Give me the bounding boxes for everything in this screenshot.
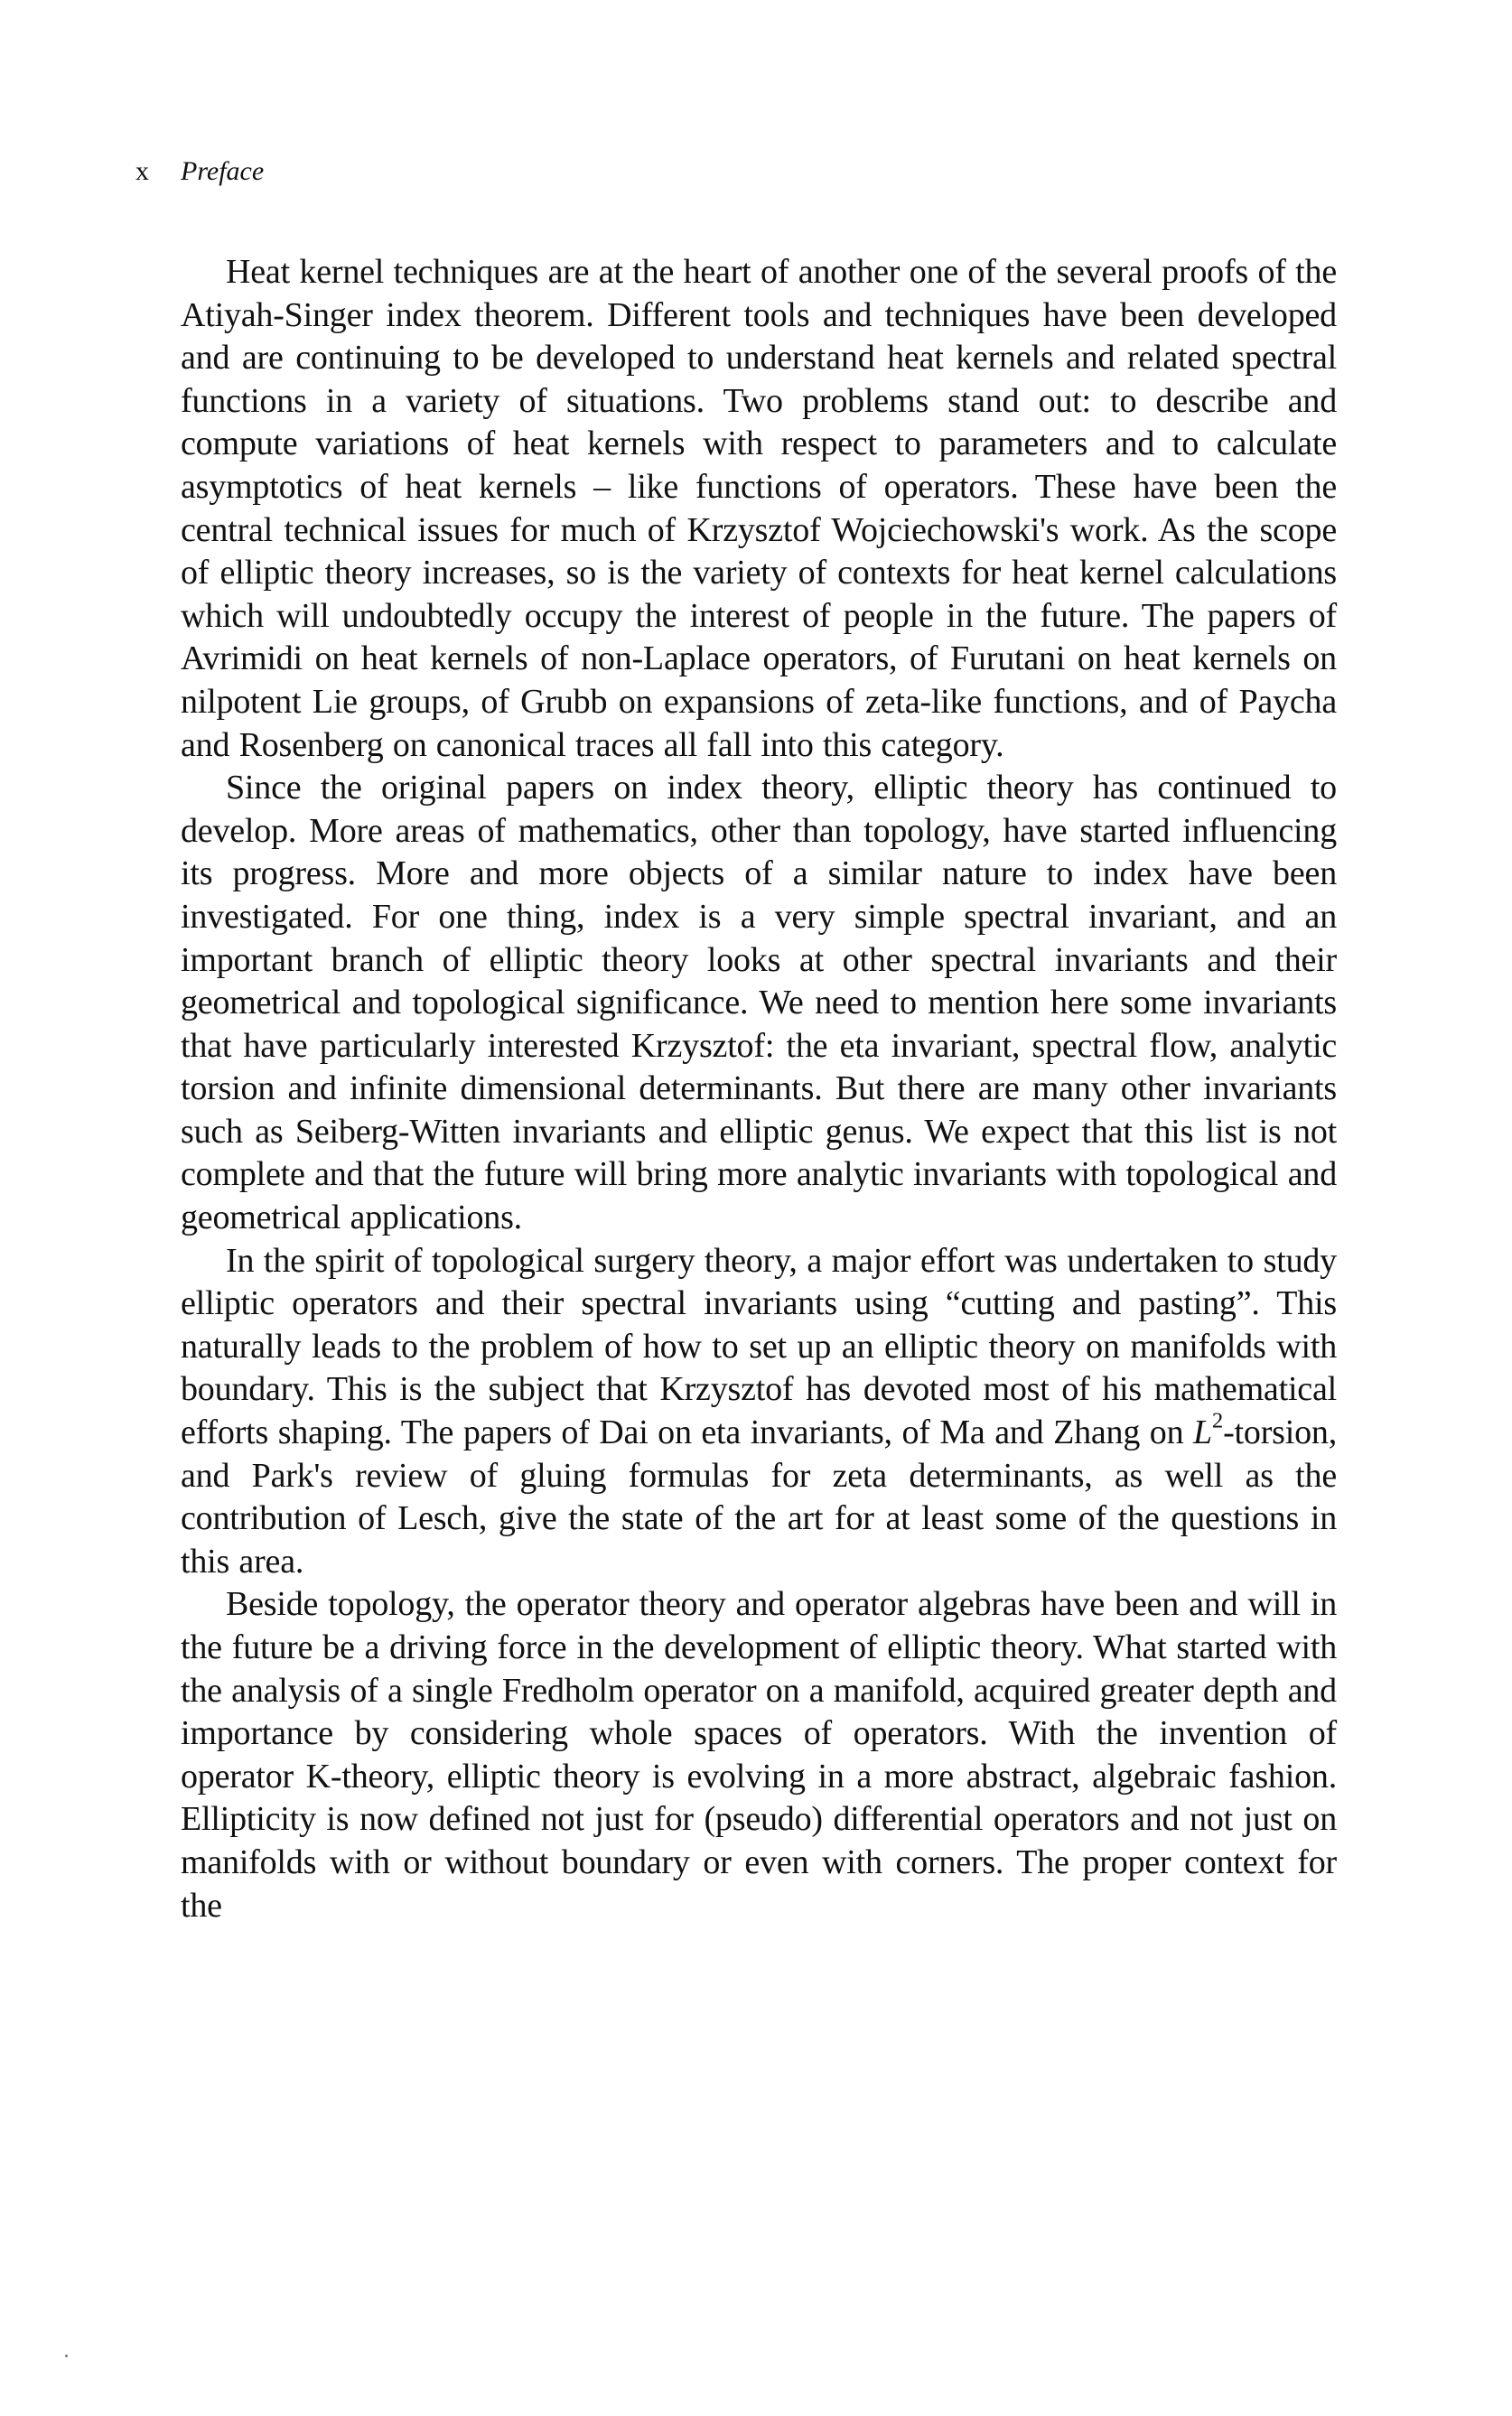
paragraph-text-after-math: -torsion, and Park's review of gluing formulas for zeta determinants, as well as the contribution of Lesch, give the state of the art for at least some of the questions in this area.	[181, 1413, 1337, 1581]
running-head	[135, 155, 264, 188]
section-title: Preface	[181, 156, 265, 186]
page-number: x	[135, 156, 149, 186]
paragraph-operator-theory: Beside topology, the operator theory and operator algebras have been and will in the future be a driving force in the development of elliptic theory. What started with the analysis of a single Fredholm operator on a manifold, acquired greater depth and importance by considering whole spaces of operators. With the invention of operator K-theory, elliptic theory is evolving in a more abstract, algebraic fashion. Ellipticity is now defined not just for (pseudo) differential operators and not just on manifolds with or without boundary or even with corners. The proper context for the	[181, 1585, 1337, 1925]
body-text	[181, 251, 1337, 1927]
math-l-symbol: L	[1192, 1413, 1212, 1452]
scan-speck	[65, 2355, 68, 2357]
paragraph-heat-kernels: Heat kernel techniques are at the heart of another one of the several proofs of the Atiyah-Singer index theorem. Different tools and techniques have been developed and are continuing to be developed to understand heat kernels and related spectral functions in a variety of situations. Two problems stand out: to describe and compute variations of heat kernels with respect to parameters and to calculate asymptotics of heat kernels – like functions of operators. These have been the central technical issues for much of Krzysztof Wojciechowski's work. As the scope of elliptic theory increases, so is the variety of contexts for heat kernel calculations which will undoubtedly occupy the interest of people in the future. The papers of Avrimidi on heat kernels of non-Laplace operators, of Furutani on heat kernels on nilpotent Lie groups, of Grubb on expansions of zeta-like functions, and of Paycha and Rosenberg on canonical traces all fall into this category.	[181, 253, 1337, 764]
paragraph-text-before-math: In the spirit of topological surgery theory, a major effort was undertaken to study elliptic operators and their spectral invariants using “cutting and pasting”. This naturally leads to the problem of how to set up an elliptic theory on manifolds with boundary. This is the subject that Krzysztof has devoted most of his mathematical efforts shaping. The papers of Dai on eta invariants, of Ma and Zhang on	[181, 1241, 1337, 1452]
paragraph-cutting-and-pasting	[181, 1240, 1337, 1584]
paragraph-spectral-invariants: Since the original papers on index theory, elliptic theory has continued to develop. More areas of mathematics, other than topology, have started influencing its progress. More and more objects of a similar nature to index have been investigated. For one thing, index is a very simple spectral invariant, and an important branch of elliptic theory looks at other spectral invariants and their geometrical and topological significance. We need to mention here some invariants that have particularly interested Krzysztof: the eta invariant, spectral flow, analytic torsion and infinite dimensional determinants. But there are many other invariants such as Seiberg-Witten invariants and elliptic genus. We expect that this list is not complete and that the future will bring more analytic invariants with topological and geometrical applications.	[181, 769, 1337, 1237]
math-superscript: 2	[1211, 1408, 1224, 1433]
